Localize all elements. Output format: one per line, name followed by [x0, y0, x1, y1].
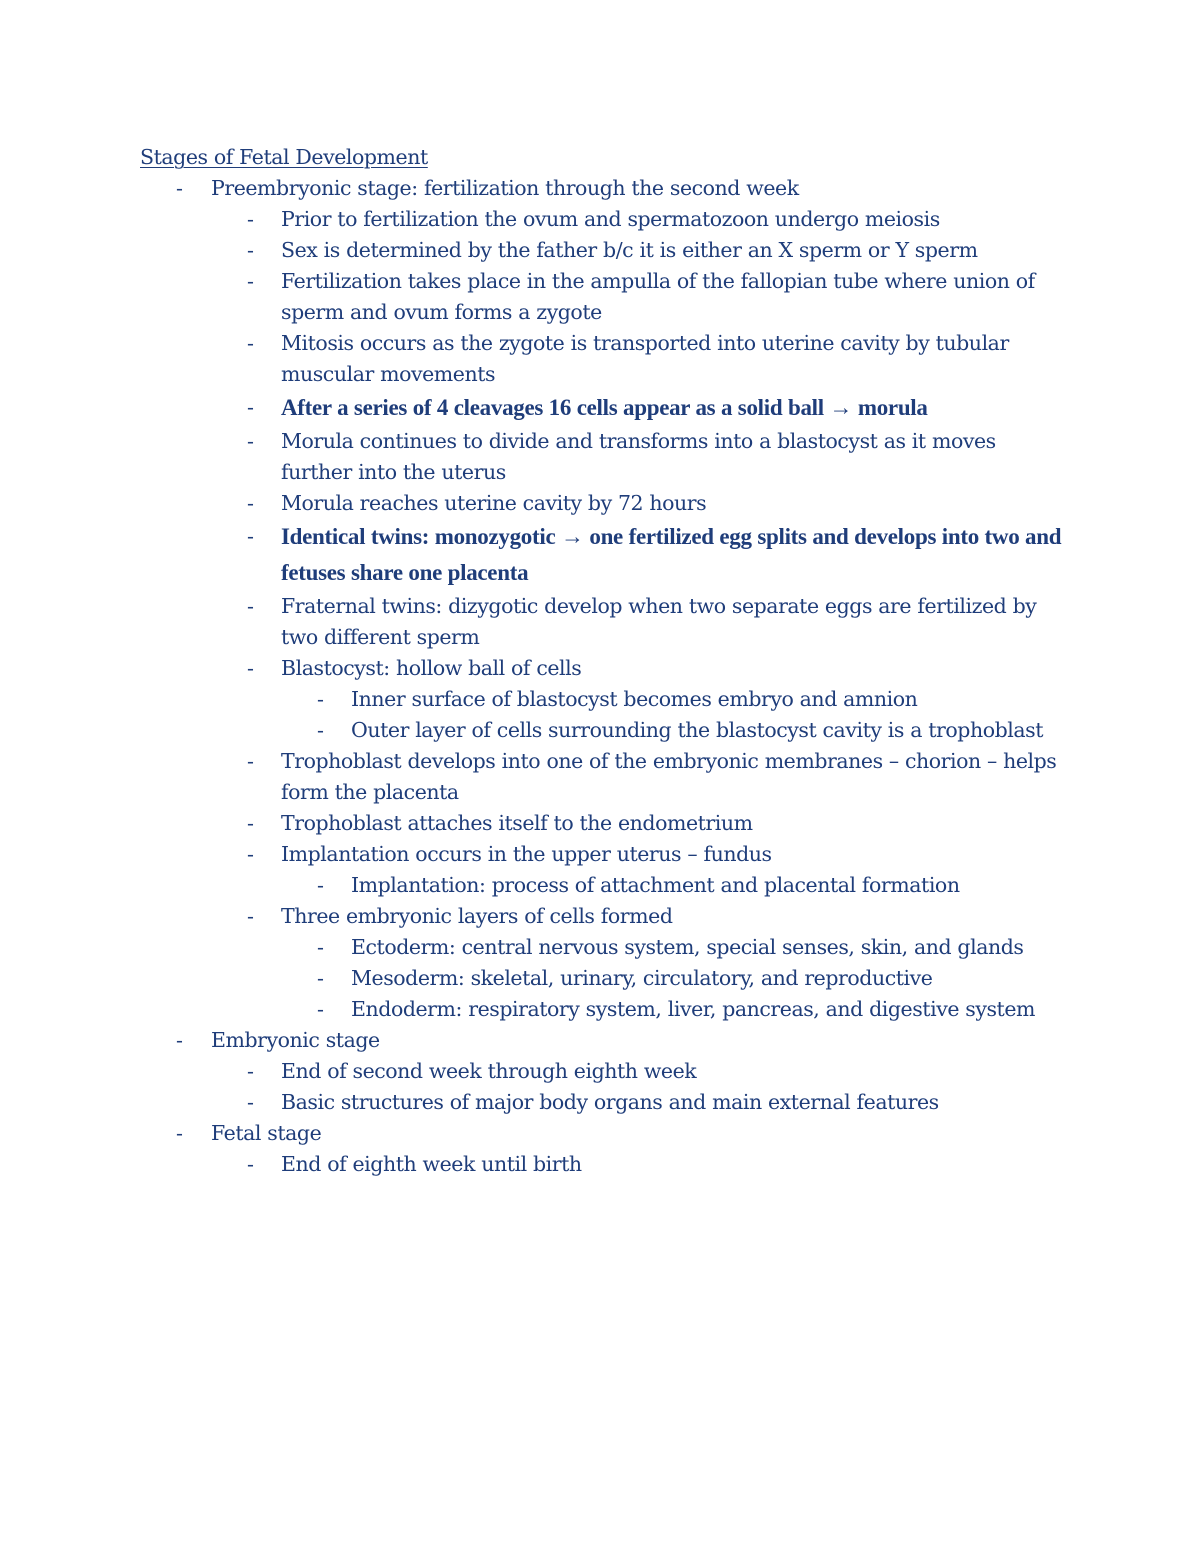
outline-item-level-2	[140, 591, 1070, 653]
outline-item-text: End of second week through eighth week	[281, 1059, 697, 1083]
outline-item-level-1	[140, 1118, 1070, 1149]
outline-item-level-2	[140, 519, 1070, 591]
outline-item-text: Endoderm: respiratory system, liver, pancreas, and digestive system	[351, 997, 1036, 1021]
outline-item-level-2	[140, 839, 1070, 870]
bullet-dash: -	[317, 997, 324, 1021]
outline-item-level-1	[140, 1025, 1070, 1056]
bullet-dash: -	[247, 269, 254, 293]
outline-item-text: Implantation: process of attachment and placental formation	[351, 873, 960, 897]
bullet-dash: -	[176, 1121, 183, 1145]
bullet-dash: -	[247, 491, 254, 515]
outline-item-text: Mesoderm: skeletal, urinary, circulatory, and reproductive	[351, 966, 933, 990]
outline-item-level-2	[140, 390, 1070, 426]
outline-item-level-3	[140, 932, 1070, 963]
outline-item-text: Prior to fertilization the ovum and spermatozoon undergo meiosis	[281, 207, 940, 231]
bullet-dash: -	[247, 207, 254, 231]
outline-item-text: Outer layer of cells surrounding the blastocyst cavity is a trophoblast	[351, 718, 1043, 742]
document-body	[140, 142, 1070, 1180]
outline-item-text: Implantation occurs in the upper uterus – fundus	[281, 842, 772, 866]
outline-item-level-3	[140, 963, 1070, 994]
outline-item-text: Identical twins: monozygotic → one fertilized egg splits and develops into two and fetuses share one placenta	[281, 524, 1062, 585]
bullet-dash: -	[317, 873, 324, 897]
outline-item-text: Three embryonic layers of cells formed	[281, 904, 673, 928]
outline-item-text: Sex is determined by the father b/c it is either an X sperm or Y sperm	[281, 238, 978, 262]
outline-item-level-2	[140, 746, 1070, 808]
bullet-dash: -	[176, 176, 183, 200]
outline-item-text: After a series of 4 cleavages 16 cells appear as a solid ball → morula	[281, 395, 928, 420]
bullet-dash: -	[247, 656, 254, 680]
outline-item-text: Preembryonic stage: fertilization through the second week	[211, 176, 799, 200]
bullet-dash: -	[317, 935, 324, 959]
outline-item-level-2	[140, 328, 1070, 390]
outline-item-text: Trophoblast develops into one of the embryonic membranes – chorion – helps form the placenta	[281, 749, 1057, 804]
outline-item-level-2	[140, 426, 1070, 488]
bullet-dash: -	[247, 524, 254, 548]
bullet-dash: -	[247, 594, 254, 618]
bullet-dash: -	[247, 331, 254, 355]
outline-item-text: Morula continues to divide and transforms into a blastocyst as it moves further into the uterus	[281, 429, 996, 484]
outline-item-level-3	[140, 994, 1070, 1025]
document-title: Stages of Fetal Development	[140, 145, 428, 169]
outline-item-text: Morula reaches uterine cavity by 72 hours	[281, 491, 707, 515]
outline-item-text: Ectoderm: central nervous system, special senses, skin, and glands	[351, 935, 1024, 959]
outline-item-text: End of eighth week until birth	[281, 1152, 582, 1176]
bullet-dash: -	[317, 687, 324, 711]
outline-item-level-2	[140, 204, 1070, 235]
outline-item-level-2	[140, 653, 1070, 684]
outline-item-text: Embryonic stage	[211, 1028, 380, 1052]
bullet-dash: -	[247, 429, 254, 453]
outline-item-level-2	[140, 266, 1070, 328]
outline-item-text: Inner surface of blastocyst becomes embryo and amnion	[351, 687, 918, 711]
outline-item-level-3	[140, 715, 1070, 746]
outline-item-level-2	[140, 1056, 1070, 1087]
outline-item-level-2	[140, 808, 1070, 839]
bullet-dash: -	[247, 811, 254, 835]
bullet-dash: -	[247, 395, 254, 419]
bullet-dash: -	[247, 904, 254, 928]
outline-item-level-3	[140, 870, 1070, 901]
outline-item-level-1	[140, 173, 1070, 204]
bullet-dash: -	[176, 1028, 183, 1052]
outline-item-text: Blastocyst: hollow ball of cells	[281, 656, 582, 680]
outline-item-text: Mitosis occurs as the zygote is transported into uterine cavity by tubular muscular movements	[281, 331, 1009, 386]
outline-item-level-3	[140, 684, 1070, 715]
bullet-dash: -	[247, 749, 254, 773]
bullet-dash: -	[317, 966, 324, 990]
outline-item-level-2	[140, 901, 1070, 932]
outline-item-level-2	[140, 1087, 1070, 1118]
bullet-dash: -	[247, 238, 254, 262]
outline-item-level-2	[140, 1149, 1070, 1180]
outline-item-level-2	[140, 235, 1070, 266]
outline-item-level-2	[140, 488, 1070, 519]
outline-item-text: Basic structures of major body organs and main external features	[281, 1090, 939, 1114]
outline-item-text: Fetal stage	[211, 1121, 322, 1145]
bullet-dash: -	[317, 718, 324, 742]
bullet-dash: -	[247, 1090, 254, 1114]
outline-item-text: Fertilization takes place in the ampulla of the fallopian tube where union of sperm and ovum forms a zygote	[281, 269, 1035, 324]
bullet-dash: -	[247, 1059, 254, 1083]
outline-item-text: Trophoblast attaches itself to the endometrium	[281, 811, 753, 835]
bullet-dash: -	[247, 1152, 254, 1176]
outline-list	[140, 173, 1070, 1180]
outline-item-text: Fraternal twins: dizygotic develop when two separate eggs are fertilized by two different sperm	[281, 594, 1037, 649]
bullet-dash: -	[247, 842, 254, 866]
